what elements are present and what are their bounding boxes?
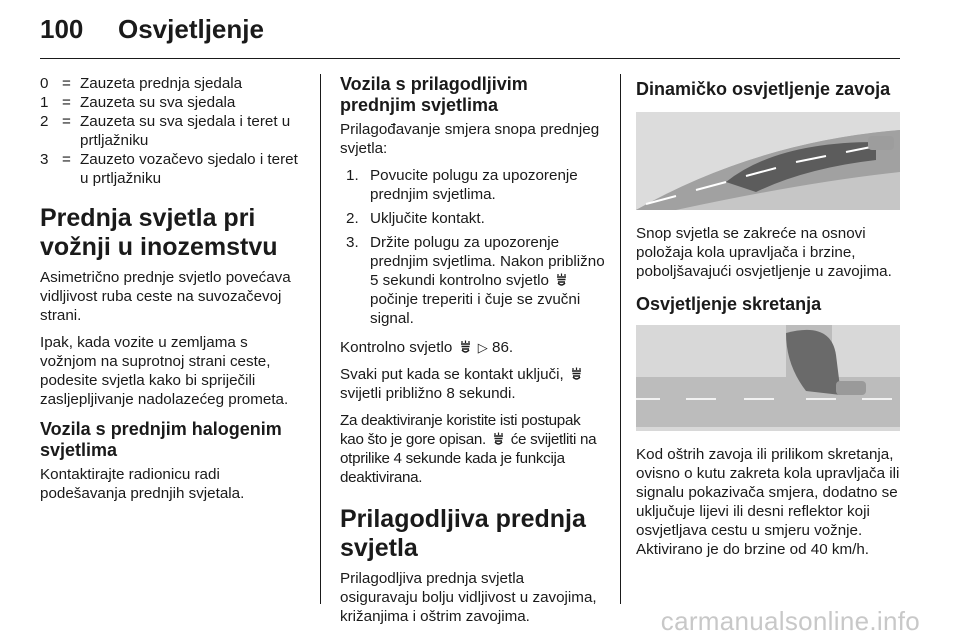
legend-row: 2 = Zauzeta su sva sjedala i teret u prtljažniku [40,113,291,149]
watermark: carmanualsonline.info [660,606,920,636]
column-middle [340,74,605,634]
dynamic-bend-illustration [636,112,900,210]
paragraph: Prilagodljiva prednja svjetla osiguravaju bolju vidljivost u zavojima, križanjima i oštrim zavojima. [340,570,597,625]
list-item: 1. Povucite polugu za upozorenje prednjim svjetlima. [346,167,578,203]
list-item: 2. Uključite kontakt. [346,210,485,227]
column-divider [620,74,621,604]
headlight-control-icon [459,340,472,354]
column-divider [320,74,321,604]
header-rule [40,58,900,59]
paragraph: Kod oštrih zavoja ili prilikom skretanja, ovisno o kutu zakreta kola upravljača ili signalu pokazivača smjera, dodatno se uključuje lijevi ili desni reflektor koji osvjetljava cestu u smjeru vožnje. Aktivirano je do brzine od 40 km/h. [636,446,900,558]
paragraph: Kontrolno svjetlo ▷ 86. [340,339,514,356]
cornering-light-illustration [636,325,900,431]
steps-list [340,166,605,328]
legend-row: 0 = Zauzeta prednja sjedala [40,75,243,92]
paragraph: Asimetrično prednje svjetlo povećava vidljivost ruba ceste na suvozačevoj strani. [40,269,291,324]
page-reference-link[interactable]: 86. [492,339,514,356]
legend-row: 1 = Zauzeta su sva sjedala [40,94,236,111]
paragraph: Svaki put kada se kontakt uključi, svijetli približno 8 sekundi. [340,365,605,403]
column-left [40,74,305,511]
legend-row: 3 = Zauzeto vozačevo sjedalo i teret u prtljažniku [40,151,298,187]
page-title: Osvjetljenje [118,14,264,44]
section-heading-afl: Prilagodljiva prednja svjetla [340,505,586,562]
subheading-halogen: Vozila s prednjim halogenim svjetlima [40,419,282,460]
page-number: 100 [40,14,84,44]
headlight-control-icon [570,367,583,381]
list-item: 3. Držite polugu za upozorenje prednjim svjetlima. Nakon približno 5 sekundi kontrolno svjetlo počinje treperiti i čuje se zvučni signal. [346,234,605,327]
paragraph: Snop svjetla se zakreće na osnovi položaja kola upravljača i brzine, poboljšavajući osvjetljenje u zavojima. [636,225,892,280]
subheading-adaptive: Vozila s prilagodljivim prednjim svjetlima [340,74,528,115]
page-header [40,14,264,54]
section-heading-abroad: Prednja svjetla pri vožnji u inozemstvu [40,204,278,261]
paragraph: Ipak, kada vozite u zemljama s vožnjom na suprotnoj strani ceste, podesite svjetla kako bi spriječili zasljepljivanje nadolazećeg prometa. [40,334,289,408]
load-legend [40,74,305,188]
subheading-dynamic-bend: Dinamičko osvjetljenje zavoja [636,79,891,99]
headlight-control-icon [555,273,568,287]
paragraph: Za deaktiviranje koristite isti postupak kao što je gore opisan. će svijetliti na otprilike 4 sekunde kada je funkcija deaktivirana. [340,412,597,486]
paragraph: Kontaktirajte radionicu radi podešavanja prednjih svjetala. [40,466,245,502]
subheading-cornering: Osvjetljenje skretanja [636,294,822,314]
headlight-control-icon [492,432,505,446]
column-right [636,74,904,567]
paragraph: Prilagođavanje smjera snopa prednjeg svjetla: [340,121,600,157]
page-reference-icon: ▷ [477,340,488,355]
